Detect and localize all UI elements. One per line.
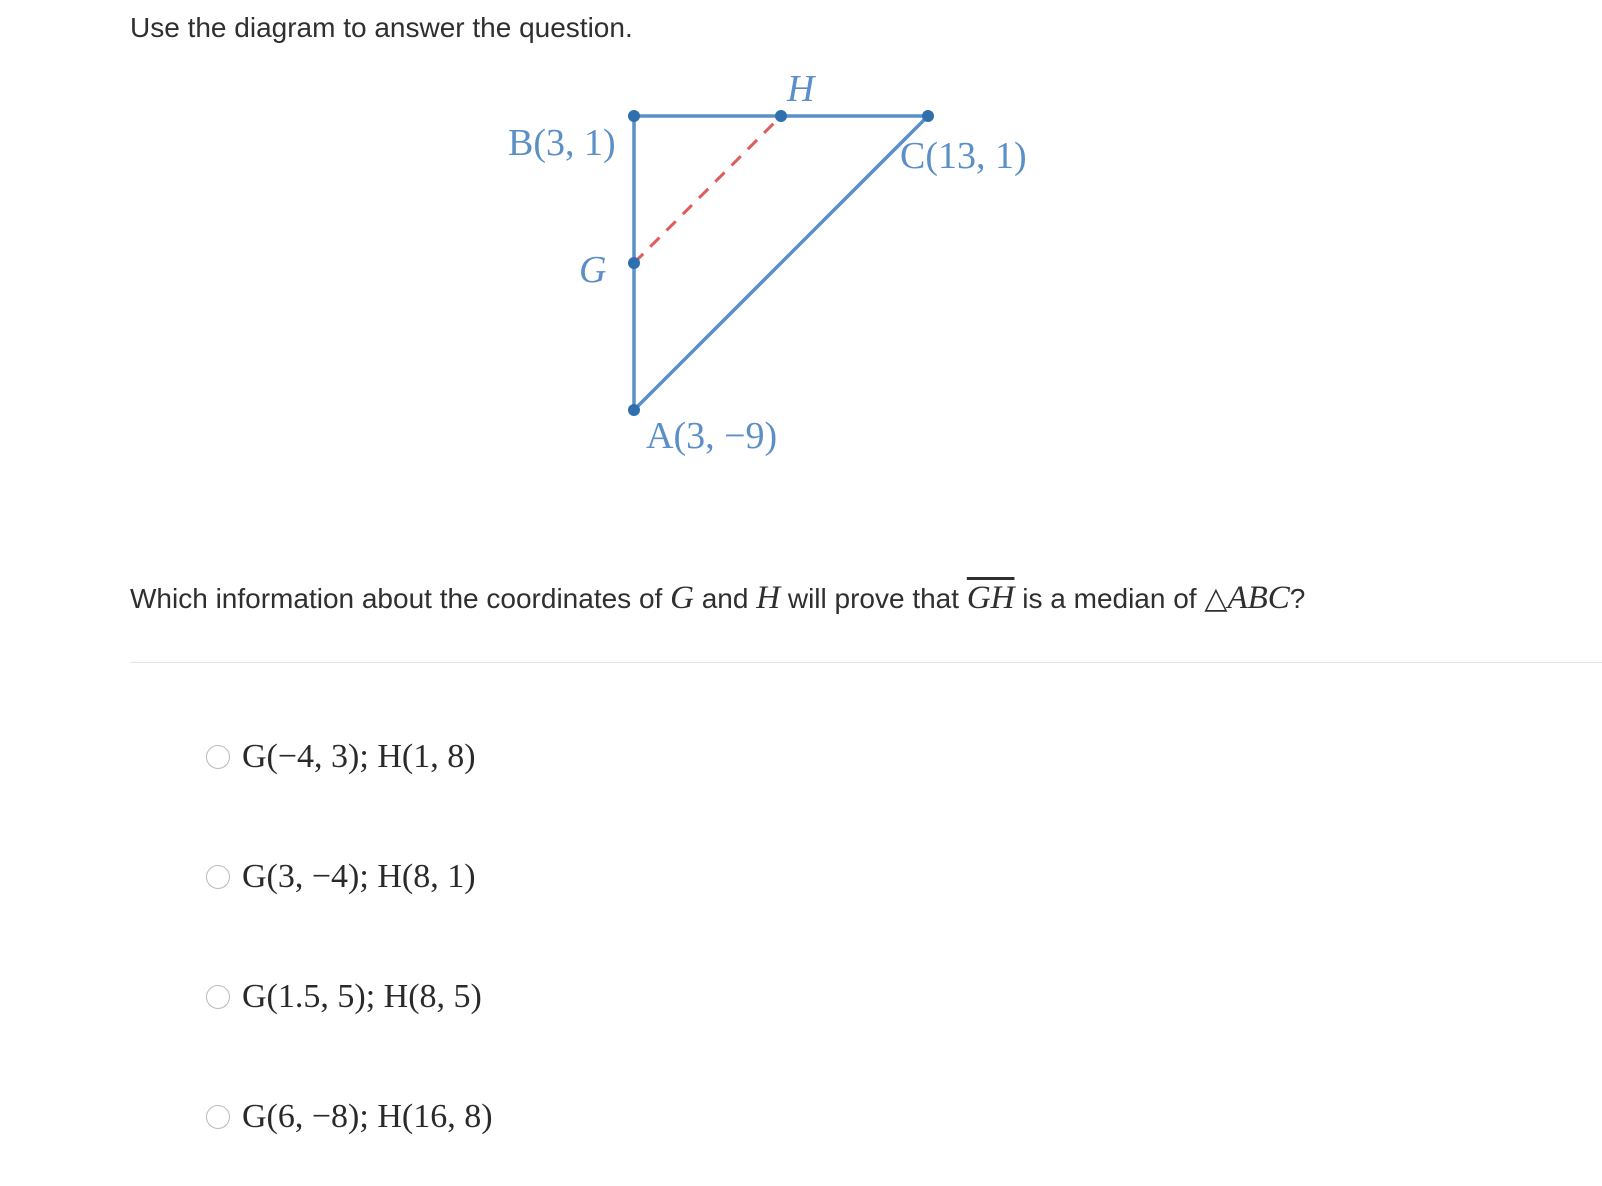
question-segment-gh: $\overline{GH}$: [966, 580, 1015, 616]
point-a: [628, 404, 640, 416]
radio-button-2[interactable]: [206, 865, 230, 889]
divider: [130, 662, 1602, 663]
point-h: [775, 110, 787, 122]
point-b: [628, 110, 640, 122]
label-g: G: [579, 249, 607, 291]
answer-choice-label: G(3, −4); H(8, 1): [242, 858, 476, 895]
label-c: C(13, 1): [900, 135, 1027, 177]
question-part-and: and: [693, 583, 757, 614]
segment-ac: [634, 116, 928, 410]
question-text: [130, 580, 1305, 617]
radio-button-3[interactable]: [206, 985, 230, 1009]
point-g: [628, 257, 640, 269]
question-point-h: H: [756, 580, 781, 616]
triangle-symbol: △: [1204, 581, 1228, 616]
question-point-g: G: [670, 580, 694, 616]
answer-choice-1[interactable]: [206, 738, 476, 776]
radio-button-1[interactable]: [206, 745, 230, 769]
question-part-before: Which information about the coordinates of: [130, 583, 671, 614]
radio-button-4[interactable]: [206, 1105, 230, 1129]
median-gh: [634, 116, 781, 263]
question-part-after: is a median of: [1014, 583, 1205, 614]
answer-choice-label: G(−4, 3); H(1, 8): [242, 738, 476, 775]
answer-choice-3[interactable]: [206, 978, 482, 1016]
question-part-middle: will prove that: [780, 583, 967, 614]
question-part-end: ?: [1289, 583, 1306, 614]
triangle-diagram: [500, 60, 1060, 480]
point-c: [922, 110, 934, 122]
answer-choice-4[interactable]: [206, 1098, 493, 1136]
answer-choice-label: G(6, −8); H(16, 8): [242, 1098, 493, 1135]
question-triangle-name: ABC: [1227, 580, 1290, 616]
prompt-text: Use the diagram to answer the question.: [130, 12, 633, 43]
label-b: B(3, 1): [508, 122, 616, 164]
answer-choice-2[interactable]: [206, 858, 476, 896]
answer-choice-label: G(1.5, 5); H(8, 5): [242, 978, 482, 1015]
label-h: H: [787, 68, 815, 110]
label-a: A(3, −9): [646, 415, 778, 457]
